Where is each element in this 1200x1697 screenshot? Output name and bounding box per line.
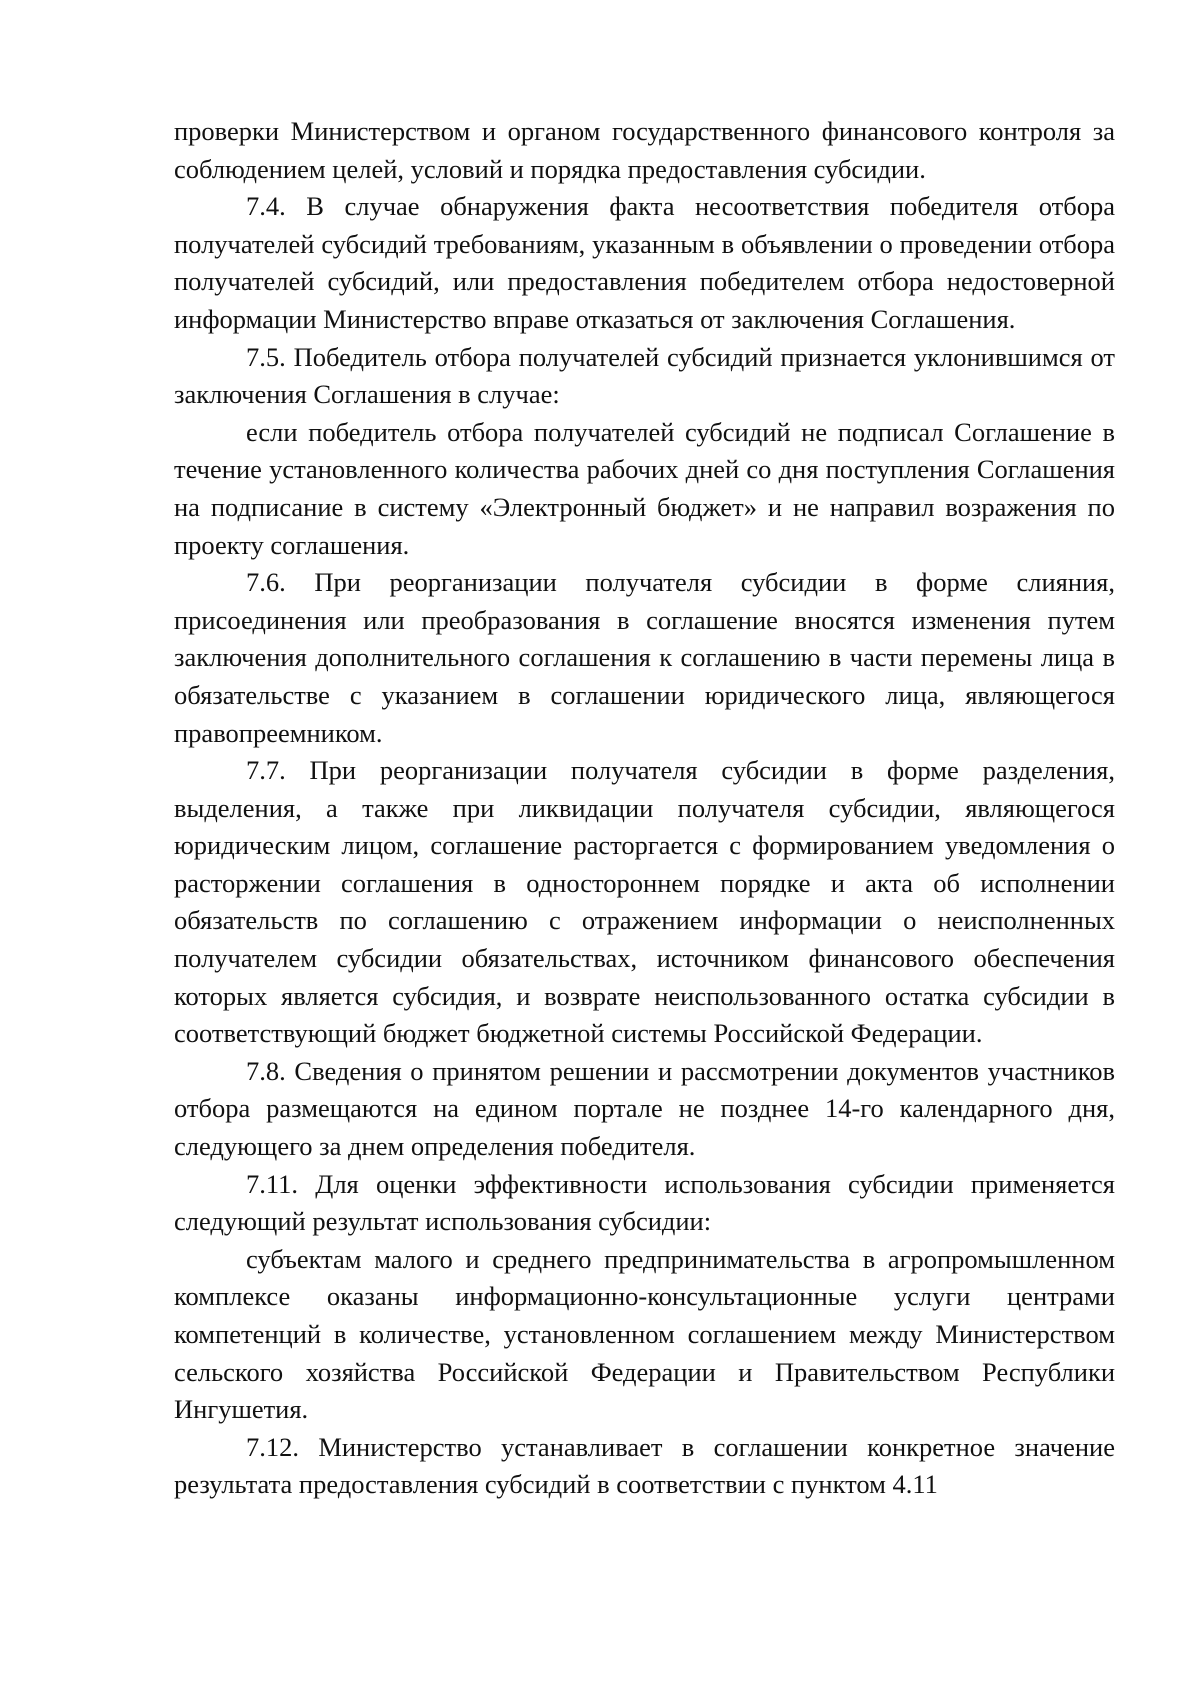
paragraph-7-11: 7.11. Для оценки эффективности использования субсидии применяется следующий результат использования субсидии: [174, 1168, 1115, 1237]
paragraph-7-5: 7.5. Победитель отбора получателей субсидий признается уклонившимся от заключения Соглашения в случае: [174, 341, 1115, 410]
paragraph-7-8: 7.8. Сведения о принятом решении и рассмотрении документов участников отбора размещаются на едином портале не позднее 14-го календарного дня, следующего за днем определения победителя. [174, 1055, 1115, 1162]
document-body [174, 113, 1115, 1504]
paragraph-7-7: 7.7. При реорганизации получателя субсидии в форме разделения, выделения, а также при ликвидации получателя субсидии, являющегося юридическим лицом, соглашение расторгается с формированием уведомления о расторжении соглашения в одностороннем порядке и акта об исполнении обязательств по соглашению с отражением информации о неисполненных получателем субсидии обязательствах, источником финансового обеспечения которых является субсидия, и возврате неиспользованного остатка субсидии в соответствующий бюджет бюджетной системы Российской Федерации. [174, 755, 1115, 1049]
paragraph-7-4: 7.4. В случае обнаружения факта несоответствия победителя отбора получателей субсидий требованиям, указанным в объявлении о проведении отбора получателей субсидий, или предоставления победителем отбора недостоверной информации Министерство вправе отказаться от заключения Соглашения. [174, 191, 1115, 334]
paragraph-continuation: проверки Министерством и органом государственного финансового контроля за соблюдением целей, условий и порядка предоставления субсидии. [174, 116, 1115, 184]
paragraph-7-6: 7.6. При реорганизации получателя субсидии в форме слияния, присоединения или преобразования в соглашение вносятся изменения путем заключения дополнительного соглашения к соглашению в части перемены лица в обязательстве с указанием в соглашении юридического лица, являющегося правопреемником. [174, 567, 1115, 748]
paragraph-7-5-condition: если победитель отбора получателей субсидий не подписал Соглашение в течение установленного количества рабочих дней со дня поступления Соглашения на подписание в систему «Электронный бюджет» и не направил возражения по проекту соглашения. [174, 416, 1115, 560]
paragraph-7-12: 7.12. Министерство устанавливает в соглашении конкретное значение результата предоставления субсидий в соответствии с пунктом 4.11 [174, 1431, 1115, 1500]
paragraph-7-11-result: субъектам малого и среднего предпринимательства в агропромышленном комплексе оказаны информационно-консультационные услуги центрами компетенций в количестве, установленном соглашением между Министерством сельского хозяйства Российской Федерации и Правительством Республики Ингушетия. [174, 1243, 1115, 1425]
